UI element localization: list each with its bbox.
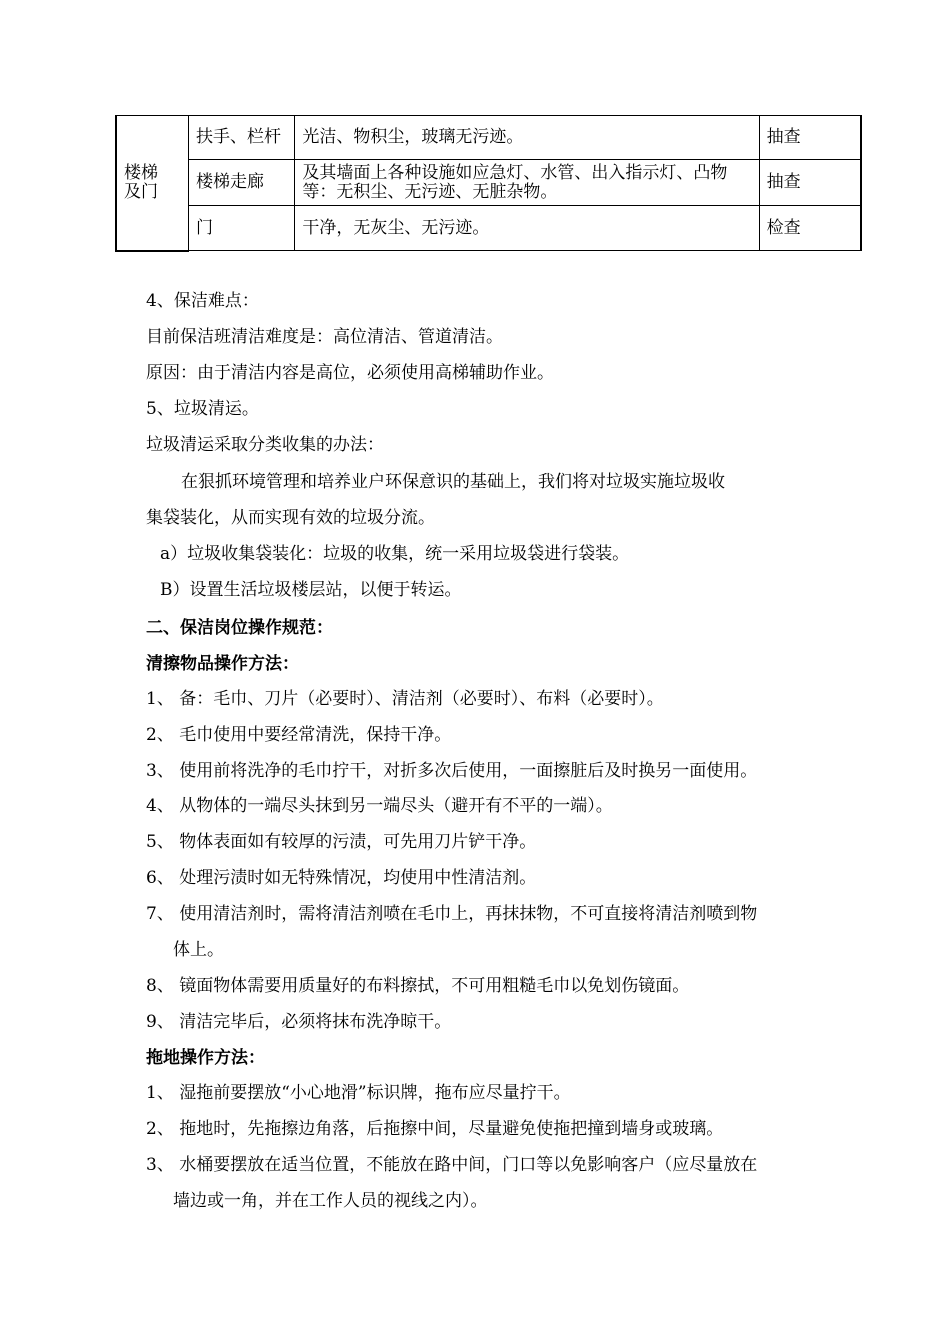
table-row (116, 206, 861, 251)
list-item: 3、 使用前将洗净的毛巾拧干，对折多次后使用，一面擦脏后及时换另一面使用。 (146, 761, 758, 781)
item-cell: 楼梯走廊 (188, 160, 294, 206)
list-item: 1、 备：毛巾、刀片（必要时）、清洁剂（必要时）、布料（必要时）。 (146, 689, 664, 709)
section5-paragraph-line1: 在狠抓环境管理和培养业户环保意识的基础上，我们将对垃圾实施垃圾收 (181, 472, 725, 492)
section5-item-a: a）垃圾收集袋装化：垃圾的收集，统一采用垃圾袋进行袋装。 (160, 544, 630, 564)
section5-title: 5、垃圾清运。 (146, 399, 259, 419)
item-cell: 门 (188, 206, 294, 251)
table-row (116, 160, 861, 206)
list-item: 7、 使用清洁剂时，需将清洁剂喷在毛巾上，再抹抹物，不可直接将清洁剂喷到物 (146, 904, 758, 924)
method-cell: 抽查 (759, 160, 861, 206)
cleaning-standard-table (115, 115, 862, 252)
section4-reason: 原因：由于清洁内容是高位，必须使用高梯辅助作业。 (146, 363, 554, 383)
standard-cell: 光洁、物积尘，玻璃无污迹。 (295, 116, 759, 160)
method-cell: 抽查 (759, 116, 861, 160)
mop-method-title: 拖地操作方法： (146, 1048, 265, 1068)
list-item: 1、 湿拖前要摆放“小心地滑”标识牌，拖布应尽量拧干。 (146, 1083, 571, 1103)
standard-cell: 及其墙面上各种设施如应急灯、水管、出入指示灯、凸物等：无积尘、无污迹、无脏杂物。 (295, 160, 759, 206)
list-item: 2、 拖地时，先拖擦边角落，后拖擦中间，尽量避免使拖把撞到墙身或玻璃。 (146, 1119, 724, 1139)
list-item-continuation: 体上。 (173, 940, 224, 960)
section4-difficulty: 目前保洁班清洁难度是：高位清洁、管道清洁。 (146, 327, 503, 347)
list-item: 2、 毛巾使用中要经常清洗，保持干净。 (146, 725, 452, 745)
list-item: 6、 处理污渍时如无特殊情况，均使用中性清洁剂。 (146, 868, 537, 888)
list-item: 3、 水桶要摆放在适当位置，不能放在路中间，门口等以免影响客户（应尽量放在 (146, 1155, 758, 1175)
item-cell: 扶手、栏杆 (188, 116, 294, 160)
part2-title: 二、保洁岗位操作规范： (146, 618, 333, 638)
section5-method-intro: 垃圾清运采取分类收集的办法： (146, 435, 384, 455)
standard-cell: 干净，无灰尘、无污迹。 (295, 206, 759, 251)
section5-item-b: B）设置生活垃圾楼层站，以便于转运。 (160, 580, 462, 600)
wipe-method-title: 清擦物品操作方法： (146, 654, 299, 674)
method-cell: 检查 (759, 206, 861, 251)
list-item-continuation: 墙边或一角，并在工作人员的视线之内）。 (173, 1191, 488, 1211)
list-item: 4、 从物体的一端尽头抹到另一端尽头（避开有不平的一端）。 (146, 796, 613, 816)
group-label: 楼梯 及门 (124, 162, 158, 202)
list-item: 9、 清洁完毕后，必须将抹布洗净晾干。 (146, 1012, 452, 1032)
section4-title: 4、保洁难点： (146, 291, 259, 311)
section5-paragraph-line2: 集袋装化，从而实现有效的垃圾分流。 (146, 508, 435, 528)
group-label-cell (116, 116, 188, 251)
table-row (116, 116, 861, 160)
list-item: 8、 镜面物体需要用质量好的布料擦拭，不可用粗糙毛巾以免划伤镜面。 (146, 976, 690, 996)
list-item: 5、 物体表面如有较厚的污渍，可先用刀片铲干净。 (146, 832, 537, 852)
